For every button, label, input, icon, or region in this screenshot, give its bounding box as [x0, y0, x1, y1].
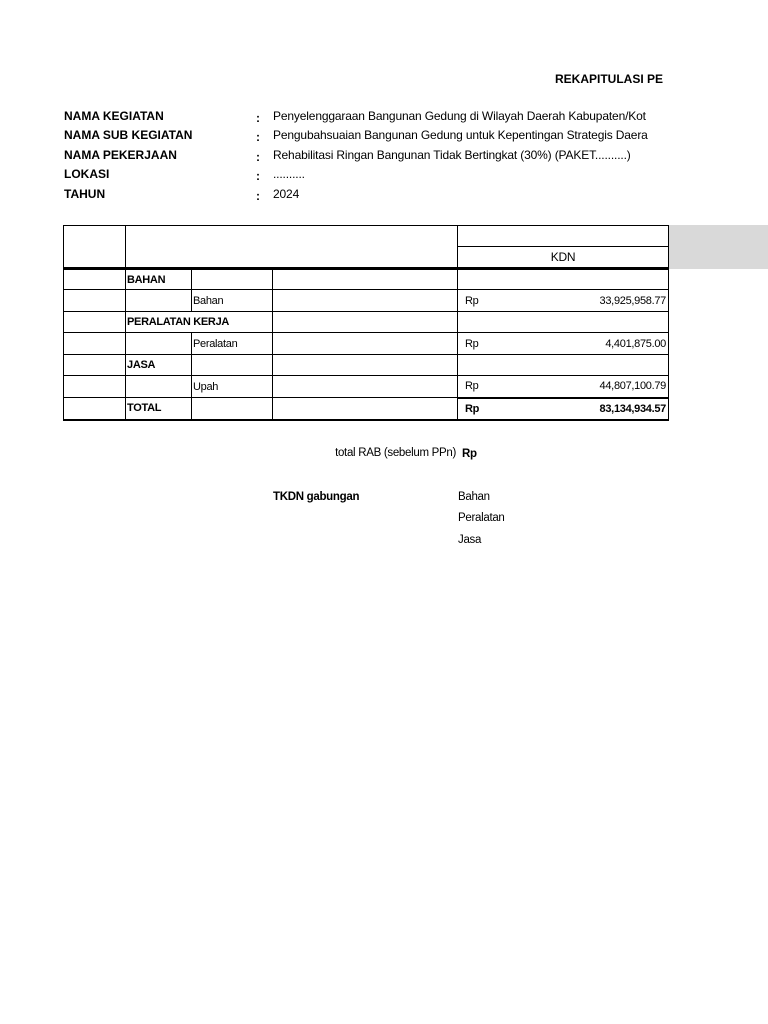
label-nama-pekerjaan: NAMA PEKERJAAN: [64, 148, 177, 162]
label-nama-kegiatan: NAMA KEGIATAN: [64, 109, 164, 123]
value-nama-kegiatan: Penyelenggaraan Bangunan Gedung di Wilayah Daerah Kabupaten/Kot: [273, 109, 646, 123]
table-row: [64, 333, 669, 355]
tkdn-item-peralatan: Peralatan: [458, 512, 505, 524]
amount-bahan: 33,925,958.77: [599, 294, 666, 307]
colon-separator: :: [256, 130, 260, 144]
table-row: [64, 376, 669, 398]
recap-table: [63, 225, 669, 421]
tkdn-label: TKDN gabungan: [273, 491, 360, 503]
total-rab-label: total RAB (sebelum PPn): [335, 447, 456, 459]
table-row: [64, 312, 669, 333]
header-cell-uraian: [126, 226, 458, 269]
amount-peralatan: 4,401,875.00: [605, 337, 666, 350]
tkdn-item-bahan: Bahan: [458, 491, 490, 503]
total-label: TOTAL: [126, 398, 192, 420]
colon-separator: :: [256, 169, 260, 183]
colon-separator: :: [256, 150, 260, 164]
table-row: [64, 290, 669, 312]
table-row: [64, 355, 669, 376]
header-kdn: KDN: [458, 247, 669, 269]
value-nama-sub-kegiatan: Pengubahsuaian Bangunan Gedung untuk Kepentingan Strategis Daera: [273, 128, 648, 142]
value-tahun: 2024: [273, 187, 300, 201]
document-title: REKAPITULASI PE: [555, 72, 664, 86]
header-cell-group: [458, 226, 669, 247]
header-fill-block: [668, 225, 768, 269]
category-peralatan-kerja: PERALATAN KERJA: [126, 312, 273, 333]
header-cell-no: [64, 226, 126, 269]
label-lokasi: LOKASI: [64, 167, 110, 181]
currency-label: Rp: [465, 402, 480, 415]
item-peralatan: Peralatan: [192, 333, 273, 355]
label-tahun: TAHUN: [64, 187, 106, 201]
category-bahan: BAHAN: [126, 269, 192, 290]
currency-label: Rp: [465, 380, 479, 393]
amount-upah: 44,807,100.79: [599, 380, 666, 393]
label-nama-sub-kegiatan: NAMA SUB KEGIATAN: [64, 128, 193, 142]
amount-total: 83,134,934.57: [599, 402, 666, 415]
total-rab-currency: Rp: [462, 448, 477, 460]
category-jasa: JASA: [126, 355, 192, 376]
item-bahan: Bahan: [192, 290, 273, 312]
value-nama-pekerjaan: Rehabilitasi Ringan Bangunan Tidak Bertingkat (30%) (PAKET..........): [273, 148, 631, 162]
currency-label: Rp: [465, 337, 479, 350]
item-upah: Upah: [192, 376, 273, 398]
table-row-total: [64, 398, 669, 420]
value-lokasi: ..........: [273, 167, 305, 181]
colon-separator: :: [256, 189, 260, 203]
colon-separator: :: [256, 111, 260, 125]
table-row: [64, 269, 669, 290]
tkdn-item-jasa: Jasa: [458, 534, 482, 546]
currency-label: Rp: [465, 294, 479, 307]
